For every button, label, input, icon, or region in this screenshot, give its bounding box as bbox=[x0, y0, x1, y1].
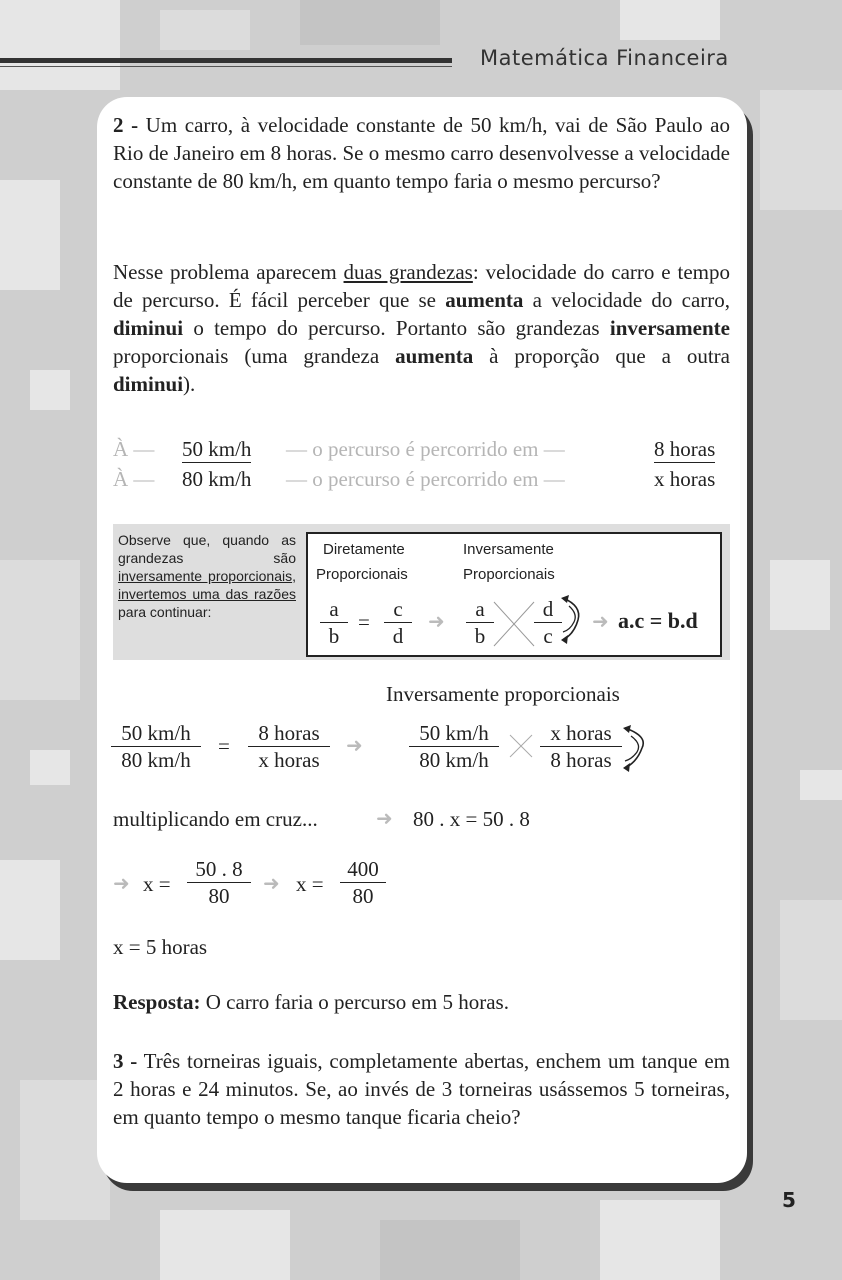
fraction-numerator: 50 km/h bbox=[111, 720, 201, 747]
explanation-paragraph bbox=[113, 258, 730, 398]
fraction-numerator: 400 bbox=[340, 856, 386, 883]
inverse-title: Inversamente bbox=[463, 541, 554, 558]
fraction-speeds bbox=[409, 720, 499, 773]
explanation-text: o tempo do percurso. Portanto são grandezas bbox=[183, 316, 610, 340]
fraction-denominator: 80 km/h bbox=[419, 748, 489, 772]
rule-result: a.c = b.d bbox=[618, 608, 698, 633]
fraction-denominator: d bbox=[392, 624, 404, 648]
header-rule-thin bbox=[0, 66, 452, 67]
right-arrow-icon: ➜ bbox=[113, 871, 130, 895]
ratio-speed: 50 km/h bbox=[182, 437, 252, 461]
fraction-numerator: 8 horas bbox=[248, 720, 330, 747]
observation-text-part: Observe que, quando as grandezas são bbox=[118, 532, 296, 566]
explanation-text: a velocidade do carro, bbox=[523, 288, 730, 312]
inverse-label: Inversamente proporcionais bbox=[386, 682, 620, 706]
explanation-bold: aumenta bbox=[445, 288, 524, 312]
final-result: x = 5 horas bbox=[113, 935, 208, 959]
fraction-numerator: 50 km/h bbox=[409, 720, 499, 747]
cross-multiply-expression: 80 . x = 50 . 8 bbox=[413, 807, 530, 831]
right-arrow-icon: ➜ bbox=[346, 733, 363, 757]
observation-text bbox=[118, 531, 296, 621]
problem-2 bbox=[113, 111, 730, 195]
fraction-50x8-over-80 bbox=[187, 856, 251, 909]
right-arrow-icon: ➜ bbox=[376, 806, 393, 830]
fraction-a-b bbox=[320, 596, 348, 649]
fraction-denominator: 80 bbox=[352, 884, 374, 908]
explanation-text: Nesse problema aparecem bbox=[113, 260, 344, 284]
fraction-denominator: b bbox=[474, 624, 486, 648]
problem-2-statement: Um carro, à velocidade constante de 50 km/h, vai de São Paulo ao Rio de Janeiro em 8 horas. Se o mesmo carro desenvolvesse a velocidade constante de 80 km/h, em quanto tempo faria o mesmo percurso? bbox=[113, 113, 731, 193]
fraction-a-b bbox=[466, 596, 494, 649]
fraction-denominator: b bbox=[328, 624, 340, 648]
fraction-400-over-80 bbox=[340, 856, 386, 909]
right-arrow-icon: ➜ bbox=[592, 609, 609, 633]
swap-arrows-icon bbox=[622, 722, 652, 774]
explanation-bold: inversamente bbox=[609, 316, 730, 340]
equals-sign: = bbox=[218, 734, 230, 758]
fraction-times bbox=[248, 720, 330, 773]
explanation-underline: duas grandezas bbox=[343, 260, 473, 284]
problem-3 bbox=[113, 1047, 730, 1131]
cross-multiply-icon bbox=[492, 598, 536, 650]
header-rule bbox=[0, 58, 452, 63]
fraction-numerator: x horas bbox=[540, 720, 622, 747]
fraction-denominator: 80 bbox=[208, 884, 230, 908]
problem-3-statement: Três torneiras iguais, completamente abertas, enchem um tanque em 2 horas e 24 minutos. Se, ao invés de 3 torneiras usássemos 5 torneiras, em quanto tempo o mesmo tanque ficaria cheio? bbox=[113, 1049, 730, 1129]
answer-label: Resposta: bbox=[113, 990, 201, 1014]
ratio-time: 8 horas bbox=[654, 437, 716, 461]
cross-multiply-icon bbox=[508, 733, 534, 759]
fraction-d-c bbox=[534, 596, 562, 649]
fraction-numerator: 50 . 8 bbox=[187, 856, 251, 883]
explanation-text: proporcionais (uma grandeza bbox=[113, 344, 396, 368]
observation-text-part: , bbox=[292, 568, 296, 584]
ratio-speed: 80 km/h bbox=[182, 467, 252, 491]
explanation-bold: diminui bbox=[113, 316, 184, 340]
equals-sign: = bbox=[358, 610, 370, 634]
page-number: 5 bbox=[782, 1188, 796, 1212]
answer-text: O carro faria o percurso em 5 horas. bbox=[200, 990, 509, 1014]
observation-text-part: para continuar: bbox=[118, 604, 212, 620]
swap-arrows-icon bbox=[560, 592, 586, 646]
observation-underline: inversamente proporcionais bbox=[118, 568, 293, 584]
x-equals: x = bbox=[296, 872, 324, 896]
explanation-bold: diminui bbox=[113, 372, 184, 396]
fraction-denominator: 8 horas bbox=[550, 748, 612, 772]
x-equals: x = bbox=[143, 872, 171, 896]
fraction-numerator: d bbox=[534, 596, 562, 623]
right-arrow-icon: ➜ bbox=[263, 871, 280, 895]
explanation-text: ). bbox=[183, 372, 196, 396]
cross-multiply-text: multiplicando em cruz... bbox=[113, 807, 318, 831]
explanation-bold: aumenta bbox=[395, 344, 474, 368]
fraction-numerator: a bbox=[320, 596, 348, 623]
ratio-middle: — o percurso é percorrido em — bbox=[286, 437, 565, 461]
header-title: Matemática Financeira bbox=[480, 46, 729, 70]
answer bbox=[113, 988, 730, 1016]
fraction-times-inverted bbox=[540, 720, 622, 773]
fraction-numerator: a bbox=[466, 596, 494, 623]
explanation-text: : velocidade do carro e tempo de percurso. É fácil perceber que se bbox=[113, 260, 730, 312]
fraction-denominator: 80 km/h bbox=[121, 748, 191, 772]
fraction-denominator: x horas bbox=[258, 748, 320, 772]
direct-title: Diretamente bbox=[323, 541, 405, 558]
fraction-c-d bbox=[384, 596, 412, 649]
observation-underline: invertemos uma das razões bbox=[118, 586, 296, 602]
explanation-text: à proporção que a outra bbox=[473, 344, 730, 368]
ratio-time: x horas bbox=[654, 467, 716, 491]
direct-subtitle: Proporcionais bbox=[316, 566, 408, 583]
problem-2-number: 2 - bbox=[113, 113, 139, 137]
problem-3-number: 3 - bbox=[113, 1049, 138, 1073]
ratio-prefix: À — bbox=[113, 467, 155, 491]
fraction-numerator: c bbox=[384, 596, 412, 623]
ratio-middle: — o percurso é percorrido em — bbox=[286, 467, 565, 491]
fraction-denominator: c bbox=[543, 624, 553, 648]
right-arrow-icon: ➜ bbox=[428, 609, 445, 633]
fraction-speeds bbox=[111, 720, 201, 773]
ratio-prefix: À — bbox=[113, 437, 155, 461]
inverse-subtitle: Proporcionais bbox=[463, 566, 555, 583]
